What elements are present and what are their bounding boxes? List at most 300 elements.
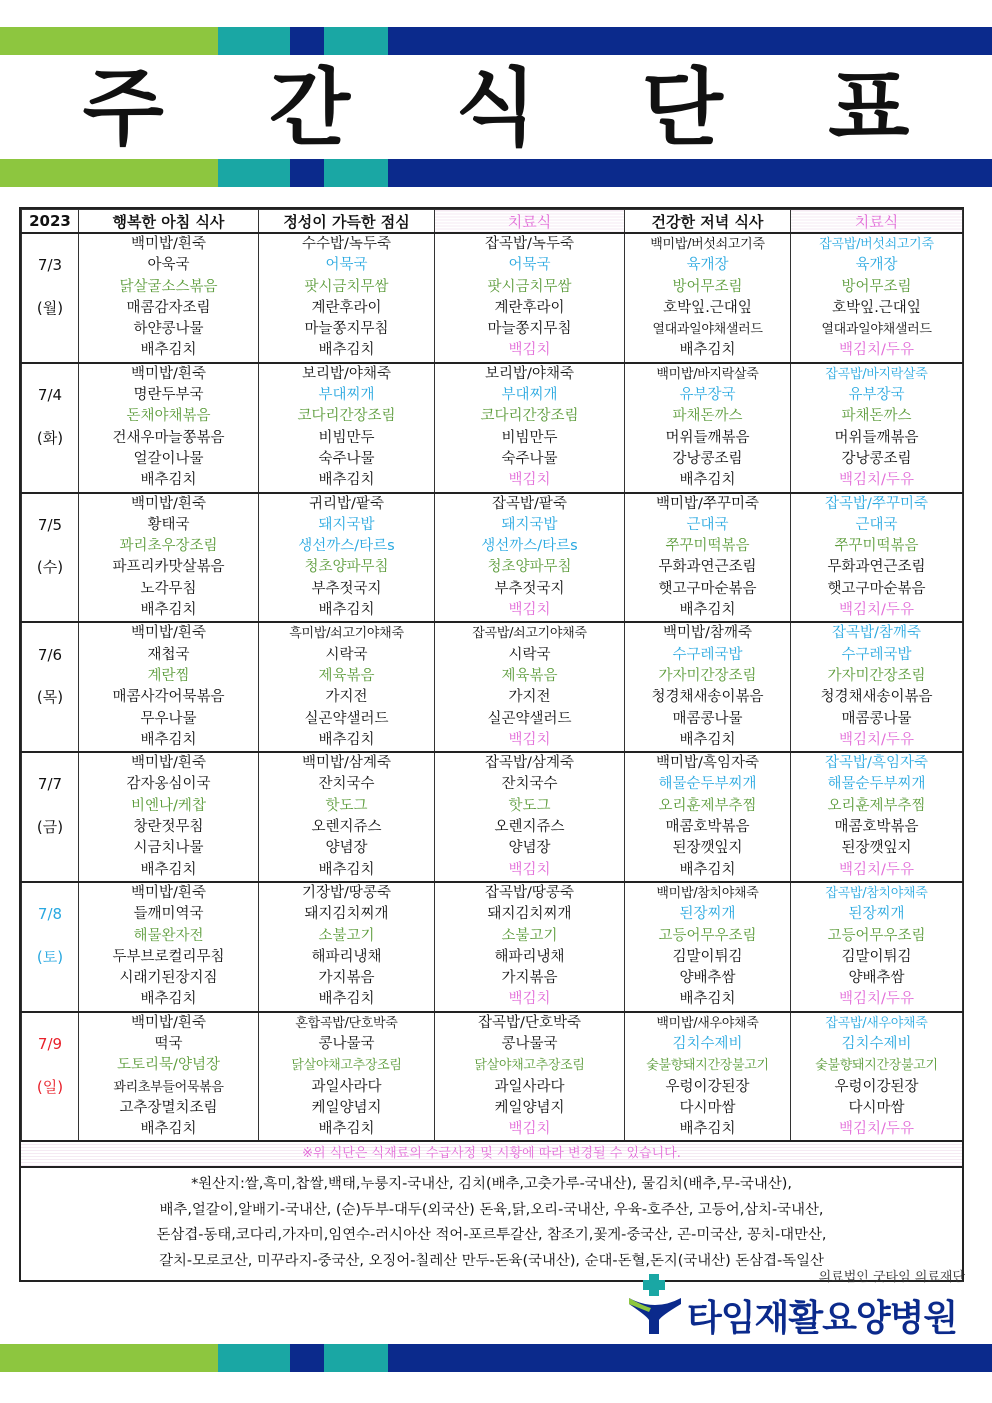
menu-item: 수수밥/녹두죽 — [302, 236, 391, 252]
date-cell — [22, 363, 79, 493]
menu-item: 열대과일야채샐러드 — [652, 322, 763, 338]
menu-item: 돼지김치찌개 — [487, 906, 572, 923]
menu-item: 수구레국밥 — [841, 646, 912, 663]
day-row — [22, 363, 963, 493]
menu-item: 된장깻잎지 — [672, 840, 743, 857]
menu-item: 백미밥/새우야채죽 — [656, 1015, 759, 1031]
menu-item: 실곤약샐러드 — [304, 710, 389, 727]
date-cell — [22, 882, 79, 1012]
menu-item: 백김치/두유 — [839, 1121, 914, 1138]
menu-item: 감자옹심이국 — [126, 776, 211, 793]
top-stripe — [0, 27, 992, 55]
menu-item: 백김치 — [508, 731, 551, 748]
menu-item: 매콤호박볶음 — [834, 819, 919, 836]
date-label: 7/9 — [37, 1034, 63, 1053]
date-spacer — [22, 600, 78, 621]
date-cell — [22, 233, 79, 363]
menu-item: 숯불향돼지간장불고기 — [646, 1058, 769, 1074]
menu-item: 백김치/두유 — [839, 472, 914, 489]
menu-item: 된장찌개 — [679, 906, 736, 923]
menu-item: 수구레국밥 — [672, 646, 743, 663]
menu-item: 계란찜 — [147, 667, 190, 684]
menu-item: 창란젓무침 — [133, 819, 204, 836]
dinner-therapeutic-header: 치료식 — [791, 210, 963, 234]
breakfast-cell — [79, 752, 259, 882]
menu-item: 꽈리초부들어묵볶음 — [113, 1079, 224, 1095]
day-row — [22, 493, 963, 623]
menu-item: 시락국 — [325, 646, 368, 663]
date-spacer — [22, 364, 78, 385]
date-spacer — [22, 449, 78, 470]
menu-item: 닭살야채고추장조림 — [474, 1058, 585, 1074]
menu-item: 배추김치 — [140, 1121, 197, 1138]
menu-item: 무화과연근조림 — [827, 559, 926, 576]
menu-item: 햇고구마순볶음 — [827, 580, 926, 597]
menu-item: 백미밥/삼계죽 — [302, 755, 391, 772]
breakfast-cell — [79, 233, 259, 363]
menu-item: 계란후라이 — [494, 299, 565, 316]
menu-item: 백김치 — [508, 861, 551, 878]
menu-item: 백김치/두유 — [839, 991, 914, 1008]
day-row — [22, 622, 963, 752]
menu-item: 배추김치 — [318, 991, 375, 1008]
menu-item: 아욱국 — [147, 257, 190, 274]
date-spacer — [22, 753, 78, 774]
lunch-header: 정성이 가득한 점심 — [259, 210, 435, 234]
weekday-label: (월) — [36, 298, 64, 317]
menu-item: 돼지김치찌개 — [304, 906, 389, 923]
menu-item: 과일사라다 — [311, 1078, 382, 1095]
menu-item: 핫도그 — [508, 797, 551, 814]
menu-item: 잡곡밥/쭈꾸미죽 — [825, 495, 928, 512]
menu-item: 잡곡밥/녹두죽 — [485, 236, 574, 252]
menu-item: 우렁이강된장 — [834, 1078, 919, 1095]
menu-item: 된장깻잎지 — [841, 840, 912, 857]
menu-item: 매콤감자조림 — [126, 299, 211, 316]
menu-item: 배추김치 — [140, 342, 197, 359]
menu-item: 닭살야채고추장조림 — [291, 1058, 402, 1074]
menu-item: 잡곡밥/흑임자죽 — [825, 755, 928, 772]
menu-item: 배추김치 — [140, 602, 197, 619]
menu-item: 배추김치 — [318, 861, 375, 878]
menu-item: 얼갈이나물 — [133, 450, 204, 467]
lunch-cell — [259, 622, 435, 752]
menu-item: 김말이튀김 — [672, 948, 743, 965]
menu-item: 배추김치 — [318, 602, 375, 619]
menu-item: 마늘쫑지무침 — [304, 321, 389, 338]
menu-item: 숯불향돼지간장불고기 — [815, 1058, 938, 1074]
date-label: 7/6 — [37, 645, 63, 664]
menu-item: 고추장멸치조림 — [119, 1099, 218, 1116]
menu-item: 배추김치 — [140, 731, 197, 748]
breakfast-cell — [79, 622, 259, 752]
menu-item: 해물순두부찌개 — [658, 776, 757, 793]
menu-item: 과일사라다 — [494, 1078, 565, 1095]
menu-item: 비빔만두 — [501, 429, 558, 446]
menu-item: 청초양파무침 — [304, 559, 389, 576]
logo-org-name: 의료법인 굿타임 의료재단 — [818, 1270, 965, 1285]
page-title: 주 간 식 단 표 — [82, 59, 948, 157]
menu-item: 잡곡밥/참깨죽 — [832, 625, 921, 642]
dinner-therapeutic-cell — [791, 363, 963, 493]
lunch-therapeutic-cell — [435, 1012, 625, 1142]
menu-item: 햇고구마순볶음 — [658, 580, 757, 597]
menu-item: 소불고기 — [501, 927, 558, 944]
date-spacer — [22, 470, 78, 491]
origin-line: 돈삼겹-동태,코다리,가자미,임연수-러시아산 적어-포르투갈산, 참조기,꽃게-중국산, 곤-미국산, 꽁치-대만산, — [156, 1227, 827, 1244]
menu-item: 청초양파무침 — [487, 559, 572, 576]
date-cell — [22, 622, 79, 752]
menu-item: 배추김치 — [679, 602, 736, 619]
menu-item: 매콤콩나물 — [841, 710, 912, 727]
menu-item: 배추김치 — [140, 861, 197, 878]
menu-item: 백김치 — [508, 991, 551, 1008]
title-underline-stripe — [0, 159, 992, 187]
menu-item: 백김치/두유 — [839, 861, 914, 878]
weekly-menu-table — [19, 207, 964, 1282]
menu-item: 해파리냉채 — [494, 948, 565, 965]
menu-item: 매콤호박볶음 — [665, 819, 750, 836]
menu-item: 백미밥/흰죽 — [131, 236, 206, 252]
menu-header-row — [22, 210, 963, 234]
menu-item: 실곤약샐러드 — [487, 710, 572, 727]
menu-item: 육개장 — [686, 257, 729, 274]
menu-item: 마늘쫑지무침 — [487, 321, 572, 338]
menu-item: 호박잎.근대잎 — [663, 299, 752, 316]
dinner-cell — [625, 233, 791, 363]
menu-item: 배추김치 — [318, 1121, 375, 1138]
date-spacer — [22, 709, 78, 730]
menu-item: 콩나물국 — [501, 1035, 558, 1052]
lunch-therapeutic-cell — [435, 752, 625, 882]
lunch-cell — [259, 752, 435, 882]
date-label: 7/4 — [37, 386, 63, 405]
menu-item: 배추김치 — [679, 991, 736, 1008]
menu-item: 잡곡밥/쇠고기야채죽 — [472, 626, 587, 642]
menu-item: 강낭콩조림 — [841, 450, 912, 467]
menu-item: 백미밥/흰죽 — [131, 884, 206, 901]
menu-item: 가자미간장조림 — [658, 667, 757, 684]
hospital-logo — [625, 1262, 965, 1342]
date-spacer — [22, 926, 78, 947]
breakfast-cell — [79, 363, 259, 493]
date-spacer — [22, 277, 78, 298]
hospital-cross-icon — [625, 1272, 685, 1336]
menu-item: 백김치/두유 — [839, 731, 914, 748]
menu-item: 배추김치 — [318, 342, 375, 359]
menu-item: 해물순두부찌개 — [827, 776, 926, 793]
date-cell — [22, 1012, 79, 1142]
menu-item: 고등어무우조림 — [827, 927, 926, 944]
lunch-cell — [259, 882, 435, 1012]
dinner-cell — [625, 363, 791, 493]
menu-item: 파프리카맛살볶음 — [112, 559, 225, 576]
logo-hospital-name: 타임재활요양병원 — [687, 1298, 958, 1339]
menu-item: 근대국 — [855, 516, 898, 533]
weekday-label: (화) — [36, 428, 64, 447]
menu-item: 백미밥/흰죽 — [131, 755, 206, 772]
weekday-label: (금) — [36, 818, 64, 837]
menu-item: 부대찌개 — [501, 387, 558, 404]
date-cell — [22, 493, 79, 623]
date-spacer — [22, 494, 78, 515]
menu-item: 배추김치 — [679, 731, 736, 748]
date-label: 7/3 — [37, 256, 63, 275]
date-spacer — [22, 989, 78, 1010]
origin-line: 갈치-모로코산, 미꾸라지-중국산, 오징어-칠레산 만두-돈육(국내산), 순대-돈혈,돈지(국내산) 돈삼겹-독일산 — [159, 1252, 824, 1269]
menu-item: 오리훈제부추찜 — [827, 797, 926, 814]
menu-item: 유부장국 — [848, 387, 905, 404]
menu-item: 백미밥/참깨죽 — [663, 625, 752, 642]
menu-item: 백김치 — [508, 342, 551, 359]
date-spacer — [22, 1013, 78, 1034]
lunch-therapeutic-cell — [435, 882, 625, 1012]
menu-item: 돼지국밥 — [501, 516, 558, 533]
date-spacer — [22, 623, 78, 644]
menu-item: 백미밥/버섯쇠고기죽 — [650, 237, 765, 252]
menu-item: 닭살굴소스볶음 — [119, 278, 218, 295]
menu-item: 백미밥/흰죽 — [131, 1014, 206, 1031]
menu-item: 비엔나/케찹 — [131, 797, 206, 814]
menu-item: 방어무조림 — [841, 278, 912, 295]
menu-change-notice: ※위 식단은 식재료의 수급사정 및 시황에 따라 변경될 수 있습니다. — [21, 1142, 962, 1168]
weekday-label: (토) — [36, 947, 64, 966]
menu-item: 열대과일야채샐러드 — [821, 322, 932, 338]
menu-item: 배추김치 — [140, 472, 197, 489]
menu-item: 배추김치 — [140, 991, 197, 1008]
menu-item: 콩나물국 — [318, 1035, 375, 1052]
menu-item: 방어무조림 — [672, 278, 743, 295]
day-row — [22, 882, 963, 1012]
menu-item: 부대찌개 — [318, 387, 375, 404]
menu-item: 핫도그 — [325, 797, 368, 814]
menu-item: 두부브로컬리무침 — [112, 948, 225, 965]
menu-item: 잡곡밥/바지락살죽 — [825, 366, 928, 382]
menu-item: 배추김치 — [679, 342, 736, 359]
menu-item: 코다리간장조림 — [480, 408, 579, 425]
weekday-label: (일) — [36, 1077, 64, 1096]
menu-item: 백미밥/흰죽 — [131, 365, 206, 382]
menu-item: 다시마쌈 — [848, 1099, 905, 1116]
menu-item: 해물완자전 — [133, 927, 204, 944]
date-label: 7/7 — [37, 775, 63, 794]
menu-item: 양배추쌈 — [679, 970, 736, 987]
menu-item: 황태국 — [147, 516, 190, 533]
menu-item: 김말이튀김 — [841, 948, 912, 965]
date-label: 7/5 — [37, 515, 63, 534]
date-spacer — [22, 579, 78, 600]
menu-item: 근대국 — [686, 516, 729, 533]
lunch-therapeutic-header: 치료식 — [435, 210, 625, 234]
menu-item: 배추김치 — [679, 1121, 736, 1138]
menu-item: 어묵국 — [508, 257, 551, 274]
menu-item: 매콤콩나물 — [672, 710, 743, 727]
menu-item: 청경채새송이볶음 — [820, 689, 933, 706]
date-spacer — [22, 796, 78, 817]
menu-item: 계란후라이 — [311, 299, 382, 316]
menu-item: 김치수제비 — [841, 1035, 912, 1052]
date-spacer — [22, 968, 78, 989]
menu-item: 청경채새송이볶음 — [651, 689, 764, 706]
menu-item: 파채돈까스 — [841, 408, 912, 425]
menu-item: 재첩국 — [147, 646, 190, 663]
menu-item: 가자미간장조림 — [827, 667, 926, 684]
menu-item: 가지볶음 — [501, 970, 558, 987]
menu-item: 백김치 — [508, 1121, 551, 1138]
menu-item: 들깨미역국 — [133, 906, 204, 923]
menu-item: 기장밥/땅콩죽 — [302, 884, 391, 901]
menu-item: 시래기된장지짐 — [119, 970, 218, 987]
menu-item: 하얀콩나물 — [133, 321, 204, 338]
menu-item: 부추젓국지 — [494, 580, 565, 597]
menu-item: 백김치/두유 — [839, 342, 914, 359]
menu-item: 된장찌개 — [848, 906, 905, 923]
menu-item: 오리훈제부추찜 — [658, 797, 757, 814]
lunch-cell — [259, 1012, 435, 1142]
menu-item: 잡곡밥/땅콩죽 — [485, 884, 574, 901]
menu-item: 백미밥/참치야채죽 — [656, 885, 759, 901]
menu-item: 유부장국 — [679, 387, 736, 404]
lunch-therapeutic-cell — [435, 493, 625, 623]
menu-item: 팟시금치무쌈 — [487, 278, 572, 295]
date-spacer — [22, 234, 78, 255]
weekday-label: (수) — [36, 558, 64, 577]
menu-item: 케일양념지 — [311, 1099, 382, 1116]
date-cell — [22, 752, 79, 882]
menu-item: 비빔만두 — [318, 429, 375, 446]
menu-item: 배추김치 — [318, 472, 375, 489]
date-spacer — [22, 319, 78, 340]
menu-item: 팟시금치무쌈 — [304, 278, 389, 295]
menu-item: 배추김치 — [679, 861, 736, 878]
date-spacer — [22, 536, 78, 557]
menu-item: 파채돈까스 — [672, 408, 743, 425]
menu-item: 건새우마늘쫑볶음 — [112, 429, 225, 446]
menu-item: 제육볶음 — [501, 667, 558, 684]
menu-item: 백미밥/흰죽 — [131, 495, 206, 512]
date-spacer — [22, 340, 78, 361]
menu-item: 노각무침 — [140, 580, 197, 597]
menu-item: 어묵국 — [325, 257, 368, 274]
lunch-cell — [259, 493, 435, 623]
dinner-header: 건강한 저녁 식사 — [625, 210, 791, 234]
menu-item: 잡곡밥/버섯쇠고기죽 — [819, 237, 934, 252]
menu-item: 해파리냉채 — [311, 948, 382, 965]
menu-item: 배추김치 — [679, 472, 736, 489]
menu-item: 잡곡밥/새우야채죽 — [825, 1015, 928, 1031]
menu-item: 양념장 — [508, 840, 551, 857]
date-spacer — [22, 1055, 78, 1076]
menu-item: 케일양념지 — [494, 1099, 565, 1116]
origin-line: 배추,얼갈이,알배기-국내산, (순)두부-대두(외국산) 돈육,닭,오리-국내산, 우육-호주산, 고등어,삼치-국내산, — [159, 1201, 824, 1218]
menu-item: 쭈꾸미떡볶음 — [834, 538, 919, 555]
dinner-therapeutic-cell — [791, 233, 963, 363]
menu-item: 잡곡밥/팥죽 — [492, 495, 567, 512]
menu-item: 김치수제비 — [672, 1035, 743, 1052]
weekday-label: (목) — [36, 688, 64, 707]
menu-item: 백미밥/흰죽 — [131, 625, 206, 642]
date-spacer — [22, 860, 78, 881]
menu-item: 백김치/두유 — [839, 602, 914, 619]
menu-item: 생선까스/타르s — [481, 538, 578, 555]
menu-item: 돈채야채볶음 — [126, 408, 211, 425]
menu-item: 가지전 — [325, 689, 368, 706]
menu-item: 숙주나물 — [501, 450, 558, 467]
menu-item: 배추김치 — [318, 731, 375, 748]
menu-item: 백미밥/바지락살죽 — [656, 366, 759, 382]
menu-item: 백김치 — [508, 472, 551, 489]
lunch-cell — [259, 233, 435, 363]
dinner-therapeutic-cell — [791, 752, 963, 882]
menu-item: 부추젓국지 — [311, 580, 382, 597]
menu-item: 양배추쌈 — [848, 970, 905, 987]
menu-item: 코다리간장조림 — [297, 408, 396, 425]
date-spacer — [22, 1098, 78, 1119]
date-spacer — [22, 883, 78, 904]
breakfast-cell — [79, 493, 259, 623]
origin-line: *원산지:쌀,흑미,찹쌀,백태,누룽지-국내산, 김치(배추,고춧가루-국내산), 물김치(배추,무-국내산), — [191, 1176, 792, 1193]
menu-item: 호박잎.근대잎 — [832, 299, 921, 316]
menu-item: 도토리묵/양념장 — [117, 1057, 220, 1074]
lunch-therapeutic-cell — [435, 363, 625, 493]
menu-item: 백미밥/쭈꾸미죽 — [656, 495, 759, 512]
dinner-therapeutic-cell — [791, 882, 963, 1012]
date-spacer — [22, 730, 78, 751]
breakfast-cell — [79, 882, 259, 1012]
day-row — [22, 1012, 963, 1142]
lunch-therapeutic-cell — [435, 233, 625, 363]
menu-item: 머위들깨볶음 — [834, 429, 919, 446]
dinner-therapeutic-cell — [791, 493, 963, 623]
dinner-cell — [625, 1012, 791, 1142]
menu-item: 잡곡밥/삼계죽 — [485, 755, 574, 772]
day-row — [22, 752, 963, 882]
day-row — [22, 233, 963, 363]
menu-item: 시금치나물 — [133, 840, 204, 857]
menu-item: 잡곡밥/참치야채죽 — [825, 885, 928, 901]
menu-item: 강낭콩조림 — [672, 450, 743, 467]
breakfast-header: 행복한 아침 식사 — [79, 210, 259, 234]
menu-item: 흑미밥/쇠고기야채죽 — [289, 626, 404, 642]
menu-item: 가지볶음 — [318, 970, 375, 987]
menu-item: 오렌지쥬스 — [311, 819, 382, 836]
menu-item: 잡곡밥/단호박죽 — [478, 1014, 581, 1031]
menu-item: 오렌지쥬스 — [494, 819, 565, 836]
menu-item: 귀리밥/팥죽 — [309, 495, 384, 512]
lunch-therapeutic-cell — [435, 622, 625, 752]
bottom-stripe — [0, 1344, 992, 1372]
menu-item: 명란두부국 — [133, 387, 204, 404]
menu-item: 잔치국수 — [318, 776, 375, 793]
menu-item: 매콤사각어묵볶음 — [112, 689, 225, 706]
menu-item: 보리밥/야채죽 — [302, 365, 391, 382]
dinner-cell — [625, 752, 791, 882]
dinner-cell — [625, 622, 791, 752]
menu-item: 육개장 — [855, 257, 898, 274]
dinner-therapeutic-cell — [791, 1012, 963, 1142]
breakfast-cell — [79, 1012, 259, 1142]
menu-item: 백미밥/흑임자죽 — [656, 755, 759, 772]
menu-item: 우렁이강된장 — [665, 1078, 750, 1095]
menu-item: 무우나물 — [140, 710, 197, 727]
lunch-cell — [259, 363, 435, 493]
date-spacer — [22, 1119, 78, 1140]
menu-item: 꽈리초우장조림 — [119, 538, 218, 555]
date-spacer — [22, 838, 78, 859]
menu-item: 잔치국수 — [501, 776, 558, 793]
menu-item: 떡국 — [154, 1035, 183, 1052]
menu-item: 양념장 — [325, 840, 368, 857]
